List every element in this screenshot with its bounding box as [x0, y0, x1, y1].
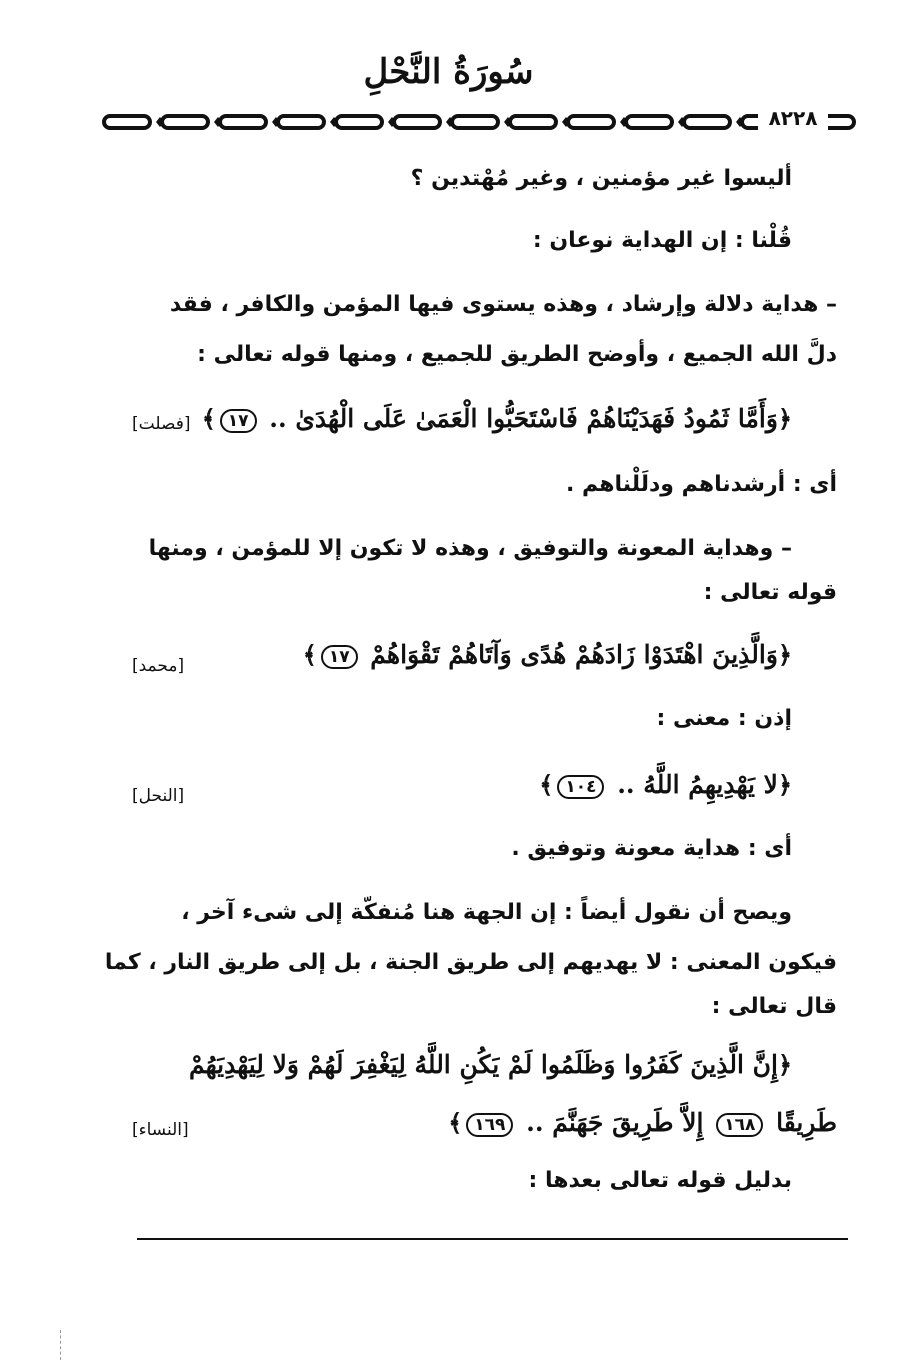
- quran-verse-2: [303, 640, 792, 669]
- quran-verse-4-line-b: [448, 1108, 837, 1137]
- text-line-13: بدليل قوله تعالى بعدها :: [528, 1168, 792, 1193]
- footnote-divider: [137, 1238, 848, 1240]
- verse-close-bracket: ﴾: [539, 770, 554, 799]
- ayah-number-marker: ١٦٨: [716, 1113, 763, 1137]
- quran-verse-1: [202, 404, 792, 433]
- verse-text: إِلاَّ طَرِيقَ جَهَنَّمَ ..: [526, 1108, 704, 1137]
- text-line-9: أى : هداية معونة وتوفيق .: [511, 836, 792, 861]
- decorative-border: [100, 108, 860, 136]
- surah-reference: [فصلت]: [132, 414, 191, 434]
- surah-reference: [النساء]: [132, 1120, 189, 1140]
- text-line-12: قال تعالى :: [711, 994, 837, 1019]
- text-line-6: – وهداية المعونة والتوفيق ، وهذه لا تكون إلا للمؤمن ، ومنها: [148, 536, 792, 561]
- text-line-8: إذن : معنى :: [656, 706, 792, 731]
- verse-text: لا يَهْدِيهِمُ اللَّهُ ..: [617, 770, 778, 799]
- text-line-4: دلَّ الله الجميع ، وأوضح الطريق للجميع ، ومنها قوله تعالى :: [197, 342, 837, 367]
- quran-verse-4-line-a: [189, 1050, 792, 1079]
- ayah-number-marker: ١٧: [220, 409, 257, 433]
- verse-text: إِنَّ الَّذِينَ كَفَرُوا وَظَلَمُوا لَمْ يَكُنِ اللَّهُ لِيَغْفِرَ لَهُمْ وَلا لِيَهْدِيَهُمْ: [189, 1050, 778, 1079]
- surah-reference: [النحل]: [132, 786, 185, 806]
- verse-close-bracket: ﴾: [201, 404, 216, 433]
- verse-text: وَأَمَّا ثَمُودُ فَهَدَيْنَاهُمْ فَاسْتَحَبُّوا الْعَمَىٰ عَلَى الْهُدَىٰ ..: [269, 404, 778, 433]
- verse-open-bracket: ﴿: [777, 770, 792, 799]
- surah-title: سُورَةُ النَّحْلِ: [363, 52, 534, 92]
- text-line-5: أى : أرشدناهم ودلَلْناهم .: [565, 472, 837, 497]
- text-line-7: قوله تعالى :: [703, 580, 837, 605]
- quran-verse-3: [539, 770, 792, 799]
- verse-close-bracket: ﴾: [302, 640, 317, 669]
- text-line-3: – هداية دلالة وإرشاد ، وهذه يستوى فيها المؤمن والكافر ، فقد: [169, 292, 837, 317]
- verse-open-bracket: ﴿: [777, 640, 792, 669]
- ayah-number-marker: ١٠٤: [557, 775, 604, 799]
- page-number: ٨٢٢٨: [758, 106, 828, 130]
- text-line-11: فيكون المعنى : لا يهديهم إلى طريق الجنة ، بل إلى طريق النار ، كما: [104, 950, 837, 975]
- verse-text: وَالَّذِينَ اهْتَدَوْا زَادَهُمْ هُدًى وَآتَاهُمْ تَقْوَاهُمْ: [370, 640, 778, 669]
- verse-open-bracket: ﴿: [777, 404, 792, 433]
- surah-reference: [محمد]: [132, 656, 185, 676]
- scan-artifact: [60, 1330, 61, 1360]
- verse-open-bracket: ﴿: [777, 1050, 792, 1079]
- text-line-2: قُلْنا : إن الهداية نوعان :: [532, 228, 792, 253]
- verse-text: طَرِيقًا: [776, 1108, 837, 1137]
- verse-close-bracket: ﴾: [448, 1108, 463, 1137]
- text-line-1: أليسوا غير مؤمنين ، وغير مُهْتدين ؟: [410, 166, 792, 191]
- text-line-10: ويصح أن نقول أيضاً : إن الجهة هنا مُنفكّة إلى شىء آخر ،: [181, 900, 792, 925]
- ayah-number-marker: ١٧: [321, 645, 358, 669]
- ayah-number-marker: ١٦٩: [466, 1113, 513, 1137]
